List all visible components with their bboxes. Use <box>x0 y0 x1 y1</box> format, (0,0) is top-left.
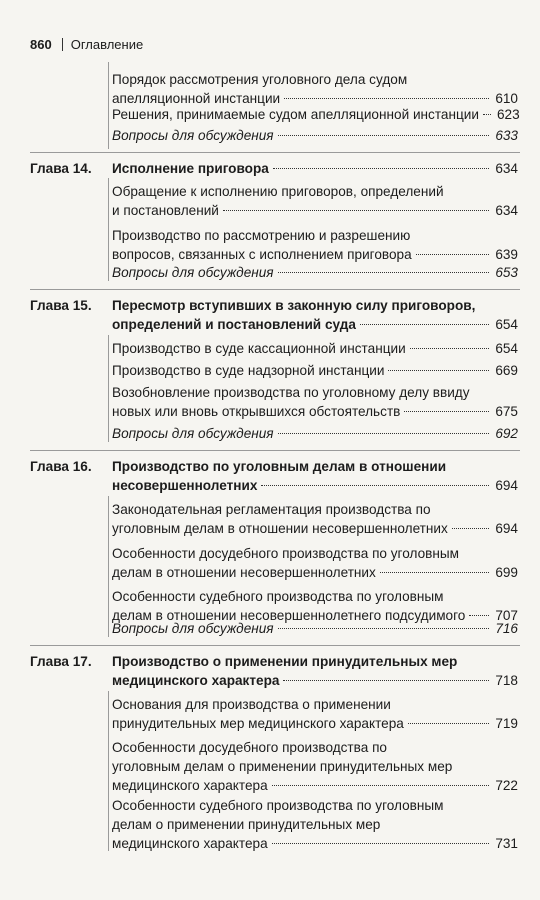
leader-dots <box>278 628 490 629</box>
entry-title-line: Пересмотр вступивших в законную силу приговоров, <box>112 298 476 313</box>
entry-title-line: новых или вновь открывшихся обстоятельств <box>112 404 401 419</box>
toc-entry[interactable] <box>112 182 518 220</box>
chapter-label: Глава 17. <box>30 654 92 669</box>
entry-title-line: Решения, принимаемые судом апелляционной инстанции <box>112 107 479 122</box>
entry-title-line: медицинского характера <box>112 778 268 793</box>
leader-dots <box>388 370 489 371</box>
leader-dots <box>284 98 489 99</box>
entry-title-line: вопросов, связанных с исполнением приговора <box>112 247 412 262</box>
toc-entry[interactable] <box>112 796 518 853</box>
toc-entry[interactable] <box>112 500 518 538</box>
page-reference: 722 <box>495 778 518 793</box>
entry-title-line: Производство по рассмотрению и разрешению <box>112 228 411 243</box>
entry-title-line: Вопросы для обсуждения <box>112 128 274 143</box>
leader-dots <box>223 210 489 211</box>
toc-entry[interactable] <box>112 738 518 795</box>
toc-entry[interactable] <box>112 544 518 582</box>
page-reference: 731 <box>495 836 518 851</box>
page-reference: 699 <box>495 565 518 580</box>
page-reference: 633 <box>495 128 518 143</box>
leader-dots <box>360 324 489 325</box>
chapter-label: Глава 15. <box>30 298 92 313</box>
toc-questions-entry[interactable] <box>112 424 518 443</box>
page-reference: 718 <box>495 673 518 688</box>
entry-title-line: Основания для производства о применении <box>112 697 391 712</box>
section-title: Оглавление <box>70 37 144 52</box>
page-reference: 623 <box>496 107 520 122</box>
page-number: 860 <box>30 37 52 52</box>
page-reference: 675 <box>495 404 518 419</box>
header-separator <box>62 38 63 51</box>
entry-title-line: Возобновление производства по уголовному делу ввиду <box>112 385 470 400</box>
entry-title-line: медицинского характера <box>112 673 280 688</box>
toc-entry[interactable] <box>112 105 518 124</box>
toc-entry[interactable] <box>112 361 518 380</box>
toc-chapter-entry[interactable] <box>112 159 518 178</box>
leader-dots <box>278 433 490 434</box>
entry-title-line: Вопросы для обсуждения <box>112 265 274 280</box>
chapter-divider <box>30 289 520 290</box>
chapter-divider <box>30 450 520 451</box>
toc-chapter-entry[interactable] <box>112 652 518 690</box>
entry-title-line: уголовным делам о применении принудительных мер <box>112 759 453 774</box>
leader-dots <box>283 680 489 681</box>
chapter-divider <box>30 152 520 153</box>
page-reference: 653 <box>495 265 518 280</box>
section-bracket-line <box>108 335 109 442</box>
toc-entry[interactable] <box>112 226 518 264</box>
leader-dots <box>416 254 490 255</box>
entry-title-line: Производство о применении принудительных мер <box>112 654 458 669</box>
entry-title-line: Вопросы для обсуждения <box>112 621 274 636</box>
page-reference: 634 <box>495 203 518 218</box>
section-bracket-line <box>108 62 109 149</box>
entry-title-line: принудительных мер медицинского характера <box>112 716 404 731</box>
leader-dots <box>452 528 490 529</box>
toc-chapter-entry[interactable] <box>112 457 518 495</box>
leader-dots <box>272 843 490 844</box>
page-reference: 716 <box>495 621 518 636</box>
section-bracket-line <box>108 496 109 637</box>
leader-dots <box>483 114 491 115</box>
entry-title-line: уголовным делам в отношении несовершеннолетних <box>112 521 448 536</box>
entry-title-line: Производство в суде кассационной инстанции <box>112 341 406 356</box>
entry-title-line: Особенности досудебного производства по уголовным <box>112 546 459 561</box>
page-reference: 669 <box>495 363 518 378</box>
entry-title-line: Порядок рассмотрения уголовного дела судом <box>112 72 408 87</box>
toc-entry[interactable] <box>112 339 518 358</box>
toc-chapter-entry[interactable] <box>112 296 518 334</box>
section-bracket-line <box>108 178 109 281</box>
leader-dots <box>273 168 489 169</box>
entry-title-line: апелляционной инстанции <box>112 91 281 106</box>
chapter-divider <box>30 645 520 646</box>
chapter-label: Глава 16. <box>30 459 92 474</box>
entry-title-line: Исполнение приговора <box>112 161 269 176</box>
leader-dots <box>410 348 490 349</box>
entry-title-line: Обращение к исполнению приговоров, определений <box>112 184 444 199</box>
entry-title-line: делам в отношении несовершеннолетнего подсудимого <box>112 608 466 623</box>
leader-dots <box>278 272 490 273</box>
entry-title-line: Особенности судебного производства по уголовным <box>112 589 444 604</box>
page-reference: 610 <box>495 91 518 106</box>
page-reference: 639 <box>495 247 518 262</box>
page-reference: 694 <box>495 478 518 493</box>
leader-dots <box>469 615 489 616</box>
entry-title-line: определений и постановлений суда <box>112 317 356 332</box>
section-bracket-line <box>108 691 109 851</box>
page-reference: 654 <box>495 317 518 332</box>
entry-title-line: Особенности досудебного производства по <box>112 740 387 755</box>
entry-title-line: Законодательная регламентация производства по <box>112 502 431 517</box>
toc-entry[interactable] <box>112 70 518 108</box>
page-reference: 634 <box>495 161 518 176</box>
entry-title-line: несовершеннолетних <box>112 478 258 493</box>
toc-entry[interactable] <box>112 383 518 421</box>
page-reference: 692 <box>495 426 518 441</box>
chapter-label: Глава 14. <box>30 161 92 176</box>
entry-title-line: делам о применении принудительных мер <box>112 817 381 832</box>
page-header <box>30 36 520 53</box>
toc-questions-entry[interactable] <box>112 619 518 638</box>
leader-dots <box>261 485 489 486</box>
leader-dots <box>380 572 489 573</box>
page-reference: 694 <box>495 521 518 536</box>
entry-title-line: Производство по уголовным делам в отношении <box>112 459 447 474</box>
page-reference: 719 <box>495 716 518 731</box>
leader-dots <box>272 785 490 786</box>
entry-title-line: Вопросы для обсуждения <box>112 426 274 441</box>
entry-title-line: Особенности судебного производства по уголовным <box>112 798 444 813</box>
leader-dots <box>404 411 489 412</box>
toc-entry[interactable] <box>112 695 518 733</box>
toc-questions-entry[interactable] <box>112 263 518 282</box>
entry-title-line: и постановлений <box>112 203 219 218</box>
entry-title-line: делам в отношении несовершеннолетних <box>112 565 376 580</box>
page-reference: 654 <box>495 341 518 356</box>
leader-dots <box>278 135 490 136</box>
entry-title-line: медицинского характера <box>112 836 268 851</box>
leader-dots <box>408 723 489 724</box>
toc-questions-entry[interactable] <box>112 126 518 145</box>
entry-title-line: Производство в суде надзорной инстанции <box>112 363 385 378</box>
page-reference: 707 <box>495 608 518 623</box>
